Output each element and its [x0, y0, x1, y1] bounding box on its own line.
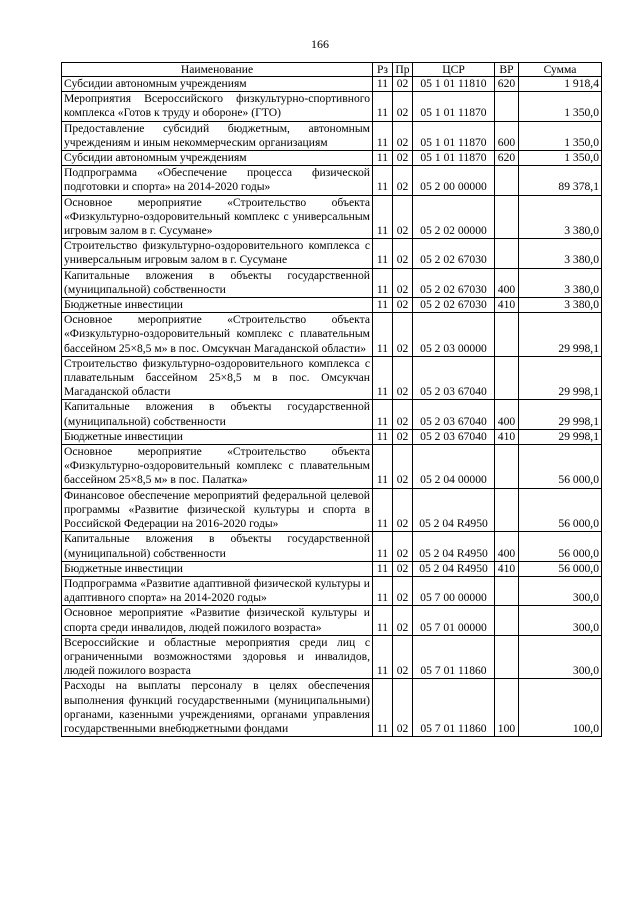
table-row: [62, 151, 602, 166]
cell-name: Субсидии автономным учреждениям: [62, 77, 373, 92]
cell-vr: [495, 635, 519, 679]
table-row: [62, 313, 602, 357]
cell-vr: 410: [495, 561, 519, 576]
cell-sum: 3 380,0: [519, 298, 602, 313]
cell-csr: 05 2 04 00000: [413, 445, 495, 489]
cell-sum: 56 000,0: [519, 561, 602, 576]
header-sum: Сумма: [519, 63, 602, 77]
cell-rz: 11: [373, 268, 393, 297]
cell-sum: 300,0: [519, 635, 602, 679]
cell-sum: 3 380,0: [519, 239, 602, 268]
cell-pr: 02: [393, 92, 413, 121]
cell-vr: 620: [495, 77, 519, 92]
cell-vr: [495, 166, 519, 195]
cell-csr: 05 7 01 11860: [413, 679, 495, 737]
header-pr: Пр: [393, 63, 413, 77]
cell-sum: 300,0: [519, 576, 602, 605]
cell-name: Основное мероприятие «Строительство объекта «Физкультурно-оздоровительный комплекс с плавательным бассейном 25×8,5 м» в пос. Палатка»: [62, 445, 373, 489]
cell-pr: 02: [393, 635, 413, 679]
cell-sum: 100,0: [519, 679, 602, 737]
cell-name: Капитальные вложения в объекты государственной (муниципальной) собственности: [62, 268, 373, 297]
cell-rz: 11: [373, 445, 393, 489]
cell-pr: 02: [393, 151, 413, 166]
table-row: [62, 166, 602, 195]
table-row: [62, 298, 602, 313]
cell-vr: [495, 488, 519, 532]
cell-rz: 11: [373, 121, 393, 150]
table-row: [62, 77, 602, 92]
cell-sum: 56 000,0: [519, 532, 602, 561]
cell-name: Бюджетные инвестиции: [62, 429, 373, 444]
cell-name: Подпрограмма «Обеспечение процесса физической подготовки и спорта» на 2014-2020 годы»: [62, 166, 373, 195]
table-row: [62, 92, 602, 121]
cell-rz: 11: [373, 576, 393, 605]
table-row: [62, 268, 602, 297]
cell-sum: 56 000,0: [519, 488, 602, 532]
cell-vr: [495, 356, 519, 400]
cell-name: Мероприятия Всероссийского физкультурно-спортивного комплекса «Готов к труду и обороне» (ГТО): [62, 92, 373, 121]
cell-csr: 05 2 03 67040: [413, 356, 495, 400]
table-row: [62, 576, 602, 605]
cell-vr: [495, 606, 519, 635]
cell-pr: 02: [393, 121, 413, 150]
cell-pr: 02: [393, 166, 413, 195]
cell-csr: 05 1 01 11810: [413, 77, 495, 92]
cell-name: Строительство физкультурно-оздоровительного комплекса с плавательным бассейном 25×8,5 м в пос. Омсукчан Магаданской области: [62, 356, 373, 400]
table-row: [62, 239, 602, 268]
cell-name: Финансовое обеспечение мероприятий федеральной целевой программы «Развитие физической культуры и спорта в Российской Федерации на 2016-2020 годы»: [62, 488, 373, 532]
table-row: [62, 356, 602, 400]
cell-rz: 11: [373, 166, 393, 195]
cell-pr: 02: [393, 561, 413, 576]
cell-pr: 02: [393, 488, 413, 532]
cell-sum: 3 380,0: [519, 195, 602, 239]
table-header-row: [62, 63, 602, 77]
table-row: [62, 429, 602, 444]
cell-rz: 11: [373, 532, 393, 561]
table-row: [62, 121, 602, 150]
cell-csr: 05 1 01 11870: [413, 151, 495, 166]
cell-name: Подпрограмма «Развитие адаптивной физической культуры и адаптивного спорта» на 2014-2020 годы»: [62, 576, 373, 605]
cell-vr: 400: [495, 532, 519, 561]
cell-csr: 05 2 04 R4950: [413, 561, 495, 576]
cell-pr: 02: [393, 313, 413, 357]
cell-pr: 02: [393, 268, 413, 297]
cell-rz: 11: [373, 298, 393, 313]
cell-sum: 3 380,0: [519, 268, 602, 297]
cell-vr: 400: [495, 400, 519, 429]
cell-pr: 02: [393, 445, 413, 489]
cell-rz: 11: [373, 313, 393, 357]
cell-csr: 05 1 01 11870: [413, 92, 495, 121]
cell-name: Бюджетные инвестиции: [62, 298, 373, 313]
header-rz: Рз: [373, 63, 393, 77]
table-row: [62, 606, 602, 635]
cell-sum: 29 998,1: [519, 356, 602, 400]
cell-pr: 02: [393, 239, 413, 268]
table-row: [62, 445, 602, 489]
cell-pr: 02: [393, 679, 413, 737]
cell-csr: 05 7 01 11860: [413, 635, 495, 679]
cell-sum: 1 350,0: [519, 92, 602, 121]
cell-name: Бюджетные инвестиции: [62, 561, 373, 576]
cell-rz: 11: [373, 77, 393, 92]
cell-csr: 05 2 03 67040: [413, 429, 495, 444]
cell-csr: 05 7 01 00000: [413, 606, 495, 635]
cell-csr: 05 2 02 67030: [413, 239, 495, 268]
cell-vr: [495, 313, 519, 357]
cell-rz: 11: [373, 635, 393, 679]
cell-pr: 02: [393, 532, 413, 561]
cell-sum: 300,0: [519, 606, 602, 635]
cell-rz: 11: [373, 561, 393, 576]
cell-rz: 11: [373, 195, 393, 239]
cell-vr: 410: [495, 298, 519, 313]
cell-name: Капитальные вложения в объекты государственной (муниципальной) собственности: [62, 532, 373, 561]
cell-rz: 11: [373, 606, 393, 635]
cell-csr: 05 7 00 00000: [413, 576, 495, 605]
cell-vr: [495, 576, 519, 605]
page-number: 166: [311, 37, 329, 51]
table-row: [62, 561, 602, 576]
cell-sum: 29 998,1: [519, 429, 602, 444]
cell-name: Предоставление субсидий бюджетным, автономным учреждениям и иным некоммерческим организациям: [62, 121, 373, 150]
cell-rz: 11: [373, 151, 393, 166]
cell-name: Расходы на выплаты персоналу в целях обеспечения выполнения функций государственными (муниципальными) органами, казенными учреждениями, органами управления государственными внебюджетными фондами: [62, 679, 373, 737]
header-vr: ВР: [495, 63, 519, 77]
cell-sum: 1 350,0: [519, 151, 602, 166]
cell-csr: 05 2 03 00000: [413, 313, 495, 357]
cell-sum: 1 350,0: [519, 121, 602, 150]
cell-vr: 600: [495, 121, 519, 150]
table-row: [62, 400, 602, 429]
cell-csr: 05 2 02 67030: [413, 298, 495, 313]
cell-rz: 11: [373, 356, 393, 400]
table-row: [62, 635, 602, 679]
cell-vr: [495, 92, 519, 121]
cell-pr: 02: [393, 298, 413, 313]
cell-name: Основное мероприятие «Строительство объекта «Физкультурно-оздоровительный комплекс с плавательным бассейном 25×8,5 м» в пос. Омсукчан Магаданской области»: [62, 313, 373, 357]
cell-csr: 05 2 04 R4950: [413, 488, 495, 532]
cell-csr: 05 2 04 R4950: [413, 532, 495, 561]
cell-csr: 05 2 02 00000: [413, 195, 495, 239]
cell-rz: 11: [373, 239, 393, 268]
cell-vr: 620: [495, 151, 519, 166]
cell-pr: 02: [393, 77, 413, 92]
cell-sum: 89 378,1: [519, 166, 602, 195]
cell-pr: 02: [393, 429, 413, 444]
cell-vr: [495, 445, 519, 489]
cell-csr: 05 2 03 67040: [413, 400, 495, 429]
cell-pr: 02: [393, 576, 413, 605]
cell-rz: 11: [373, 429, 393, 444]
cell-pr: 02: [393, 400, 413, 429]
cell-name: Капитальные вложения в объекты государственной (муниципальной) собственности: [62, 400, 373, 429]
cell-csr: 05 1 01 11870: [413, 121, 495, 150]
cell-name: Субсидии автономным учреждениям: [62, 151, 373, 166]
table-row: [62, 679, 602, 737]
cell-vr: 400: [495, 268, 519, 297]
cell-name: Основное мероприятие «Развитие физической культуры и спорта среди инвалидов, людей пожилого возраста»: [62, 606, 373, 635]
header-name: Наименование: [62, 63, 373, 77]
cell-vr: 410: [495, 429, 519, 444]
cell-vr: [495, 195, 519, 239]
cell-rz: 11: [373, 488, 393, 532]
cell-vr: 100: [495, 679, 519, 737]
cell-pr: 02: [393, 356, 413, 400]
cell-pr: 02: [393, 606, 413, 635]
cell-rz: 11: [373, 679, 393, 737]
cell-name: Строительство физкультурно-оздоровительного комплекса с универсальным игровым залом в г. Сусумане: [62, 239, 373, 268]
cell-sum: 29 998,1: [519, 400, 602, 429]
cell-csr: 05 2 00 00000: [413, 166, 495, 195]
budget-table: [61, 62, 602, 737]
cell-name: Всероссийские и областные мероприятия среди лиц с ограниченными возможностями здоровья и инвалидов, людей пожилого возраста: [62, 635, 373, 679]
table-row: [62, 195, 602, 239]
table-row: [62, 488, 602, 532]
cell-rz: 11: [373, 92, 393, 121]
cell-sum: 56 000,0: [519, 445, 602, 489]
cell-pr: 02: [393, 195, 413, 239]
cell-rz: 11: [373, 400, 393, 429]
table-row: [62, 532, 602, 561]
cell-sum: 1 918,4: [519, 77, 602, 92]
header-csr: ЦСР: [413, 63, 495, 77]
cell-csr: 05 2 02 67030: [413, 268, 495, 297]
cell-vr: [495, 239, 519, 268]
cell-name: Основное мероприятие «Строительство объекта «Физкультурно-оздоровительный комплекс с универсальным игровым залом в г. Сусумане»: [62, 195, 373, 239]
cell-sum: 29 998,1: [519, 313, 602, 357]
